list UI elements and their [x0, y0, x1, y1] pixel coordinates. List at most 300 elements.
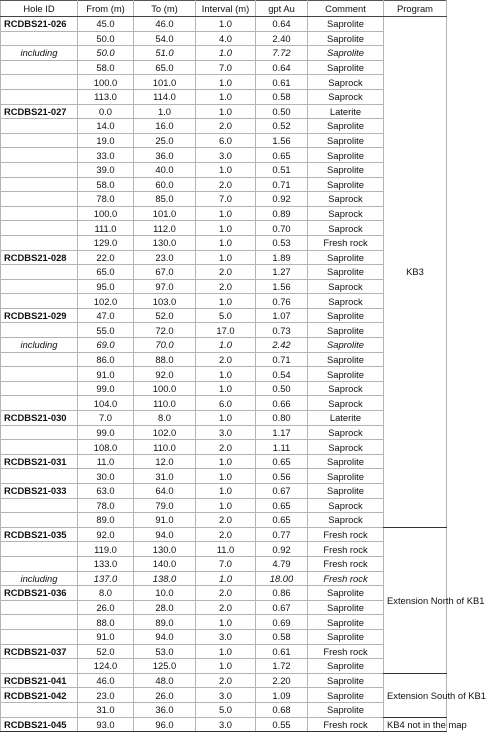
hole-id-cell — [1, 498, 78, 513]
gpt-au-cell: 2.40 — [256, 31, 308, 46]
interval-cell: 2.0 — [196, 265, 256, 280]
gpt-au-cell: 0.69 — [256, 615, 308, 630]
interval-cell: 6.0 — [196, 133, 256, 148]
comment-cell: Fresh rock — [308, 556, 384, 571]
from-cell: 99.0 — [78, 425, 134, 440]
table-row — [1, 440, 447, 455]
gpt-au-cell: 1.56 — [256, 133, 308, 148]
table-row — [1, 31, 447, 46]
interval-cell: 1.0 — [196, 338, 256, 353]
to-cell: 89.0 — [134, 615, 196, 630]
hole-id-cell — [1, 119, 78, 134]
comment-cell: Saprolite — [308, 615, 384, 630]
to-cell: 94.0 — [134, 527, 196, 542]
from-cell: 30.0 — [78, 469, 134, 484]
gpt-au-cell: 0.61 — [256, 644, 308, 659]
to-cell: 110.0 — [134, 440, 196, 455]
from-cell: 23.0 — [78, 688, 134, 703]
from-cell: 33.0 — [78, 148, 134, 163]
comment-cell: Saprock — [308, 279, 384, 294]
to-cell: 26.0 — [134, 688, 196, 703]
interval-cell: 3.0 — [196, 688, 256, 703]
interval-cell: 2.0 — [196, 600, 256, 615]
comment-cell: Saprock — [308, 294, 384, 309]
from-cell: 0.0 — [78, 104, 134, 119]
comment-cell: Saprolite — [308, 352, 384, 367]
hole-id-cell: RCDBS21-029 — [1, 308, 78, 323]
to-cell: 103.0 — [134, 294, 196, 309]
table-row — [1, 294, 447, 309]
table-row — [1, 119, 447, 134]
from-cell: 65.0 — [78, 265, 134, 280]
from-cell: 78.0 — [78, 498, 134, 513]
hole-id-cell — [1, 702, 78, 717]
gpt-au-cell: 0.86 — [256, 586, 308, 601]
gpt-au-cell: 0.65 — [256, 513, 308, 528]
interval-cell: 1.0 — [196, 75, 256, 90]
gpt-au-cell: 1.07 — [256, 308, 308, 323]
gpt-au-cell: 1.09 — [256, 688, 308, 703]
to-cell: 96.0 — [134, 717, 196, 732]
table-row — [1, 367, 447, 382]
comment-cell: Saprolite — [308, 688, 384, 703]
interval-cell: 1.0 — [196, 498, 256, 513]
table-row — [1, 717, 447, 732]
gpt-au-cell: 0.77 — [256, 527, 308, 542]
interval-cell: 2.0 — [196, 586, 256, 601]
hole-id-cell — [1, 600, 78, 615]
interval-cell: 1.0 — [196, 89, 256, 104]
interval-cell: 1.0 — [196, 46, 256, 61]
gpt-au-cell: 1.56 — [256, 279, 308, 294]
table-row — [1, 235, 447, 250]
comment-cell: Saprolite — [308, 148, 384, 163]
gpt-au-cell: 1.89 — [256, 250, 308, 265]
from-cell: 111.0 — [78, 221, 134, 236]
to-cell: 91.0 — [134, 513, 196, 528]
gpt-au-cell: 0.50 — [256, 381, 308, 396]
to-cell: 102.0 — [134, 425, 196, 440]
gpt-au-cell: 1.27 — [256, 265, 308, 280]
hole-id-cell: including — [1, 46, 78, 61]
to-cell: 79.0 — [134, 498, 196, 513]
gpt-au-cell: 0.71 — [256, 177, 308, 192]
gpt-au-cell: 0.64 — [256, 60, 308, 75]
comment-cell: Laterite — [308, 411, 384, 426]
gpt-au-cell: 0.65 — [256, 454, 308, 469]
gpt-au-cell: 0.68 — [256, 702, 308, 717]
interval-cell: 17.0 — [196, 323, 256, 338]
table-body — [1, 17, 486, 732]
interval-cell: 1.0 — [196, 571, 256, 586]
from-cell: 19.0 — [78, 133, 134, 148]
interval-cell: 1.0 — [196, 294, 256, 309]
interval-cell: 1.0 — [196, 484, 256, 499]
from-cell: 86.0 — [78, 352, 134, 367]
hole-id-cell — [1, 60, 78, 75]
gpt-au-cell: 0.80 — [256, 411, 308, 426]
interval-cell: 2.0 — [196, 527, 256, 542]
program-cell: KB4 not in the map — [384, 717, 447, 732]
from-cell: 69.0 — [78, 338, 134, 353]
to-cell: 23.0 — [134, 250, 196, 265]
to-cell: 51.0 — [134, 46, 196, 61]
gpt-au-cell: 0.70 — [256, 221, 308, 236]
gpt-au-cell: 4.79 — [256, 556, 308, 571]
hole-id-cell — [1, 206, 78, 221]
from-cell: 11.0 — [78, 454, 134, 469]
gpt-au-cell: 1.11 — [256, 440, 308, 455]
hole-id-cell — [1, 294, 78, 309]
table-row — [1, 279, 447, 294]
interval-cell: 2.0 — [196, 119, 256, 134]
table-row — [1, 381, 447, 396]
to-cell: 72.0 — [134, 323, 196, 338]
comment-cell: Saprolite — [308, 323, 384, 338]
interval-cell: 2.0 — [196, 279, 256, 294]
comment-cell: Saprock — [308, 440, 384, 455]
from-cell: 124.0 — [78, 659, 134, 674]
comment-cell: Saprolite — [308, 119, 384, 134]
table-row — [1, 556, 447, 571]
to-cell: 12.0 — [134, 454, 196, 469]
comment-cell: Saprolite — [308, 454, 384, 469]
comment-cell: Saprock — [308, 425, 384, 440]
comment-cell: Saprock — [308, 89, 384, 104]
table-row — [1, 484, 447, 499]
comment-cell: Fresh rock — [308, 527, 384, 542]
header-program: Program — [384, 1, 447, 17]
hole-id-cell: RCDBS21-028 — [1, 250, 78, 265]
to-cell: 112.0 — [134, 221, 196, 236]
from-cell: 39.0 — [78, 162, 134, 177]
comment-cell: Fresh rock — [308, 571, 384, 586]
comment-cell: Fresh rock — [308, 542, 384, 557]
table-row — [1, 133, 447, 148]
hole-id-cell — [1, 148, 78, 163]
interval-cell: 1.0 — [196, 221, 256, 236]
to-cell: 53.0 — [134, 644, 196, 659]
from-cell: 31.0 — [78, 702, 134, 717]
interval-cell: 1.0 — [196, 104, 256, 119]
comment-cell: Saprolite — [308, 265, 384, 280]
from-cell: 113.0 — [78, 89, 134, 104]
from-cell: 137.0 — [78, 571, 134, 586]
gpt-au-cell: 0.56 — [256, 469, 308, 484]
from-cell: 46.0 — [78, 673, 134, 688]
hole-id-cell: RCDBS21-026 — [1, 17, 78, 32]
hole-id-cell — [1, 367, 78, 382]
hole-id-cell: RCDBS21-045 — [1, 717, 78, 732]
hole-id-cell: RCDBS21-036 — [1, 586, 78, 601]
table-row — [1, 396, 447, 411]
gpt-au-cell: 0.65 — [256, 498, 308, 513]
comment-cell: Saprolite — [308, 162, 384, 177]
interval-cell: 1.0 — [196, 235, 256, 250]
to-cell: 52.0 — [134, 308, 196, 323]
to-cell: 85.0 — [134, 192, 196, 207]
to-cell: 101.0 — [134, 206, 196, 221]
comment-cell: Saprolite — [308, 338, 384, 353]
interval-cell: 7.0 — [196, 60, 256, 75]
interval-cell: 7.0 — [196, 192, 256, 207]
hole-id-cell — [1, 615, 78, 630]
to-cell: 1.0 — [134, 104, 196, 119]
hole-id-cell — [1, 235, 78, 250]
interval-cell: 3.0 — [196, 629, 256, 644]
interval-cell: 6.0 — [196, 396, 256, 411]
comment-cell: Saprock — [308, 206, 384, 221]
comment-cell: Saprock — [308, 513, 384, 528]
from-cell: 91.0 — [78, 367, 134, 382]
table-row — [1, 308, 447, 323]
gpt-au-cell: 0.66 — [256, 396, 308, 411]
hole-id-cell — [1, 381, 78, 396]
gpt-au-cell: 7.72 — [256, 46, 308, 61]
interval-cell: 3.0 — [196, 717, 256, 732]
header-comment: Comment — [308, 1, 384, 17]
to-cell: 110.0 — [134, 396, 196, 411]
to-cell: 64.0 — [134, 484, 196, 499]
gpt-au-cell: 0.55 — [256, 717, 308, 732]
comment-cell: Fresh rock — [308, 644, 384, 659]
comment-cell: Fresh rock — [308, 235, 384, 250]
gpt-au-cell: 0.92 — [256, 192, 308, 207]
from-cell: 63.0 — [78, 484, 134, 499]
to-cell: 130.0 — [134, 542, 196, 557]
interval-cell: 1.0 — [196, 162, 256, 177]
interval-cell: 1.0 — [196, 367, 256, 382]
hole-id-cell — [1, 556, 78, 571]
to-cell: 48.0 — [134, 673, 196, 688]
from-cell: 102.0 — [78, 294, 134, 309]
comment-cell: Saprock — [308, 381, 384, 396]
table-row — [1, 702, 447, 717]
from-cell: 92.0 — [78, 527, 134, 542]
hole-id-cell: including — [1, 571, 78, 586]
to-cell: 36.0 — [134, 148, 196, 163]
hole-id-cell — [1, 513, 78, 528]
hole-id-cell — [1, 89, 78, 104]
comment-cell: Saprolite — [308, 308, 384, 323]
interval-cell: 1.0 — [196, 206, 256, 221]
header-from: From (m) — [78, 1, 134, 17]
interval-cell: 1.0 — [196, 615, 256, 630]
to-cell: 130.0 — [134, 235, 196, 250]
table-row — [1, 527, 447, 542]
from-cell: 89.0 — [78, 513, 134, 528]
from-cell: 50.0 — [78, 46, 134, 61]
header-to: To (m) — [134, 1, 196, 17]
table-row — [1, 615, 447, 630]
gpt-au-cell: 1.72 — [256, 659, 308, 674]
hole-id-cell — [1, 177, 78, 192]
gpt-au-cell: 0.76 — [256, 294, 308, 309]
comment-cell: Laterite — [308, 104, 384, 119]
hole-id-cell: RCDBS21-030 — [1, 411, 78, 426]
table-row — [1, 89, 447, 104]
to-cell: 16.0 — [134, 119, 196, 134]
hole-id-cell: including — [1, 338, 78, 353]
table-row — [1, 688, 447, 703]
hole-id-cell — [1, 221, 78, 236]
from-cell: 100.0 — [78, 75, 134, 90]
hole-id-cell — [1, 425, 78, 440]
table-row — [1, 425, 447, 440]
comment-cell: Saprolite — [308, 60, 384, 75]
table-row — [1, 148, 447, 163]
table-row — [1, 60, 447, 75]
to-cell: 46.0 — [134, 17, 196, 32]
gpt-au-cell: 0.65 — [256, 148, 308, 163]
to-cell: 70.0 — [134, 338, 196, 353]
comment-cell: Saprolite — [308, 133, 384, 148]
interval-cell: 1.0 — [196, 381, 256, 396]
from-cell: 58.0 — [78, 60, 134, 75]
table-row — [1, 46, 447, 61]
hole-id-cell — [1, 279, 78, 294]
from-cell: 99.0 — [78, 381, 134, 396]
to-cell: 8.0 — [134, 411, 196, 426]
interval-cell: 1.0 — [196, 469, 256, 484]
to-cell: 67.0 — [134, 265, 196, 280]
comment-cell: Saprolite — [308, 177, 384, 192]
from-cell: 95.0 — [78, 279, 134, 294]
from-cell: 100.0 — [78, 206, 134, 221]
table-row — [1, 411, 447, 426]
gpt-au-cell: 0.67 — [256, 600, 308, 615]
table-row — [1, 659, 447, 674]
comment-cell: Saprolite — [308, 367, 384, 382]
comment-cell: Saprolite — [308, 659, 384, 674]
comment-cell: Saprolite — [308, 31, 384, 46]
table-row — [1, 17, 447, 32]
comment-cell: Saprock — [308, 396, 384, 411]
to-cell: 54.0 — [134, 31, 196, 46]
header-gpt-au: gpt Au — [256, 1, 308, 17]
gpt-au-cell: 0.52 — [256, 119, 308, 134]
interval-cell: 4.0 — [196, 31, 256, 46]
table-row — [1, 498, 447, 513]
interval-cell: 11.0 — [196, 542, 256, 557]
table-row — [1, 265, 447, 280]
to-cell: 138.0 — [134, 571, 196, 586]
gpt-au-cell: 0.73 — [256, 323, 308, 338]
from-cell: 119.0 — [78, 542, 134, 557]
to-cell: 36.0 — [134, 702, 196, 717]
comment-cell: Saprock — [308, 192, 384, 207]
table-row — [1, 629, 447, 644]
from-cell: 104.0 — [78, 396, 134, 411]
interval-cell: 5.0 — [196, 702, 256, 717]
program-cell: Extension North of KB1 — [384, 527, 447, 673]
table-row — [1, 469, 447, 484]
hole-id-cell — [1, 629, 78, 644]
table-row — [1, 323, 447, 338]
table-row — [1, 586, 447, 601]
interval-cell: 5.0 — [196, 308, 256, 323]
from-cell: 7.0 — [78, 411, 134, 426]
to-cell: 92.0 — [134, 367, 196, 382]
table-row — [1, 338, 447, 353]
table-row — [1, 644, 447, 659]
table-row — [1, 250, 447, 265]
table-header — [1, 1, 447, 17]
from-cell: 45.0 — [78, 17, 134, 32]
to-cell: 28.0 — [134, 600, 196, 615]
hole-id-cell — [1, 75, 78, 90]
header-hole-id: Hole ID — [1, 1, 78, 17]
hole-id-cell: RCDBS21-037 — [1, 644, 78, 659]
gpt-au-cell: 0.64 — [256, 17, 308, 32]
comment-cell: Saprolite — [308, 629, 384, 644]
table-row — [1, 454, 447, 469]
to-cell: 101.0 — [134, 75, 196, 90]
to-cell: 94.0 — [134, 629, 196, 644]
hole-id-cell: RCDBS21-033 — [1, 484, 78, 499]
comment-cell: Saprock — [308, 221, 384, 236]
comment-cell: Saprolite — [308, 250, 384, 265]
hole-id-cell — [1, 542, 78, 557]
to-cell: 60.0 — [134, 177, 196, 192]
hole-id-cell — [1, 162, 78, 177]
interval-cell: 3.0 — [196, 425, 256, 440]
from-cell: 47.0 — [78, 308, 134, 323]
from-cell: 55.0 — [78, 323, 134, 338]
hole-id-cell — [1, 133, 78, 148]
gpt-au-cell: 0.58 — [256, 89, 308, 104]
to-cell: 140.0 — [134, 556, 196, 571]
header-interval: Interval (m) — [196, 1, 256, 17]
gpt-au-cell: 0.92 — [256, 542, 308, 557]
from-cell: 58.0 — [78, 177, 134, 192]
to-cell: 65.0 — [134, 60, 196, 75]
table-row — [1, 192, 447, 207]
hole-id-cell: RCDBS21-027 — [1, 104, 78, 119]
hole-id-cell: RCDBS21-041 — [1, 673, 78, 688]
table-row — [1, 162, 447, 177]
gpt-au-cell: 0.61 — [256, 75, 308, 90]
from-cell: 78.0 — [78, 192, 134, 207]
hole-id-cell — [1, 469, 78, 484]
table-row — [1, 221, 447, 236]
from-cell: 133.0 — [78, 556, 134, 571]
program-cell: Extension South of KB1 — [384, 673, 447, 717]
comment-cell: Saprolite — [308, 17, 384, 32]
table-row — [1, 177, 447, 192]
from-cell: 91.0 — [78, 629, 134, 644]
comment-cell: Saprock — [308, 75, 384, 90]
interval-cell: 1.0 — [196, 250, 256, 265]
from-cell: 22.0 — [78, 250, 134, 265]
hole-id-cell — [1, 192, 78, 207]
table-row — [1, 206, 447, 221]
table-row — [1, 104, 447, 119]
hole-id-cell — [1, 440, 78, 455]
comment-cell: Saprolite — [308, 484, 384, 499]
hole-id-cell: RCDBS21-035 — [1, 527, 78, 542]
hole-id-cell — [1, 396, 78, 411]
interval-cell: 7.0 — [196, 556, 256, 571]
comment-cell: Saprolite — [308, 469, 384, 484]
from-cell: 26.0 — [78, 600, 134, 615]
gpt-au-cell: 0.50 — [256, 104, 308, 119]
from-cell: 129.0 — [78, 235, 134, 250]
program-cell: KB3 — [384, 17, 447, 528]
interval-cell: 1.0 — [196, 659, 256, 674]
comment-cell: Saprolite — [308, 673, 384, 688]
gpt-au-cell: 2.20 — [256, 673, 308, 688]
